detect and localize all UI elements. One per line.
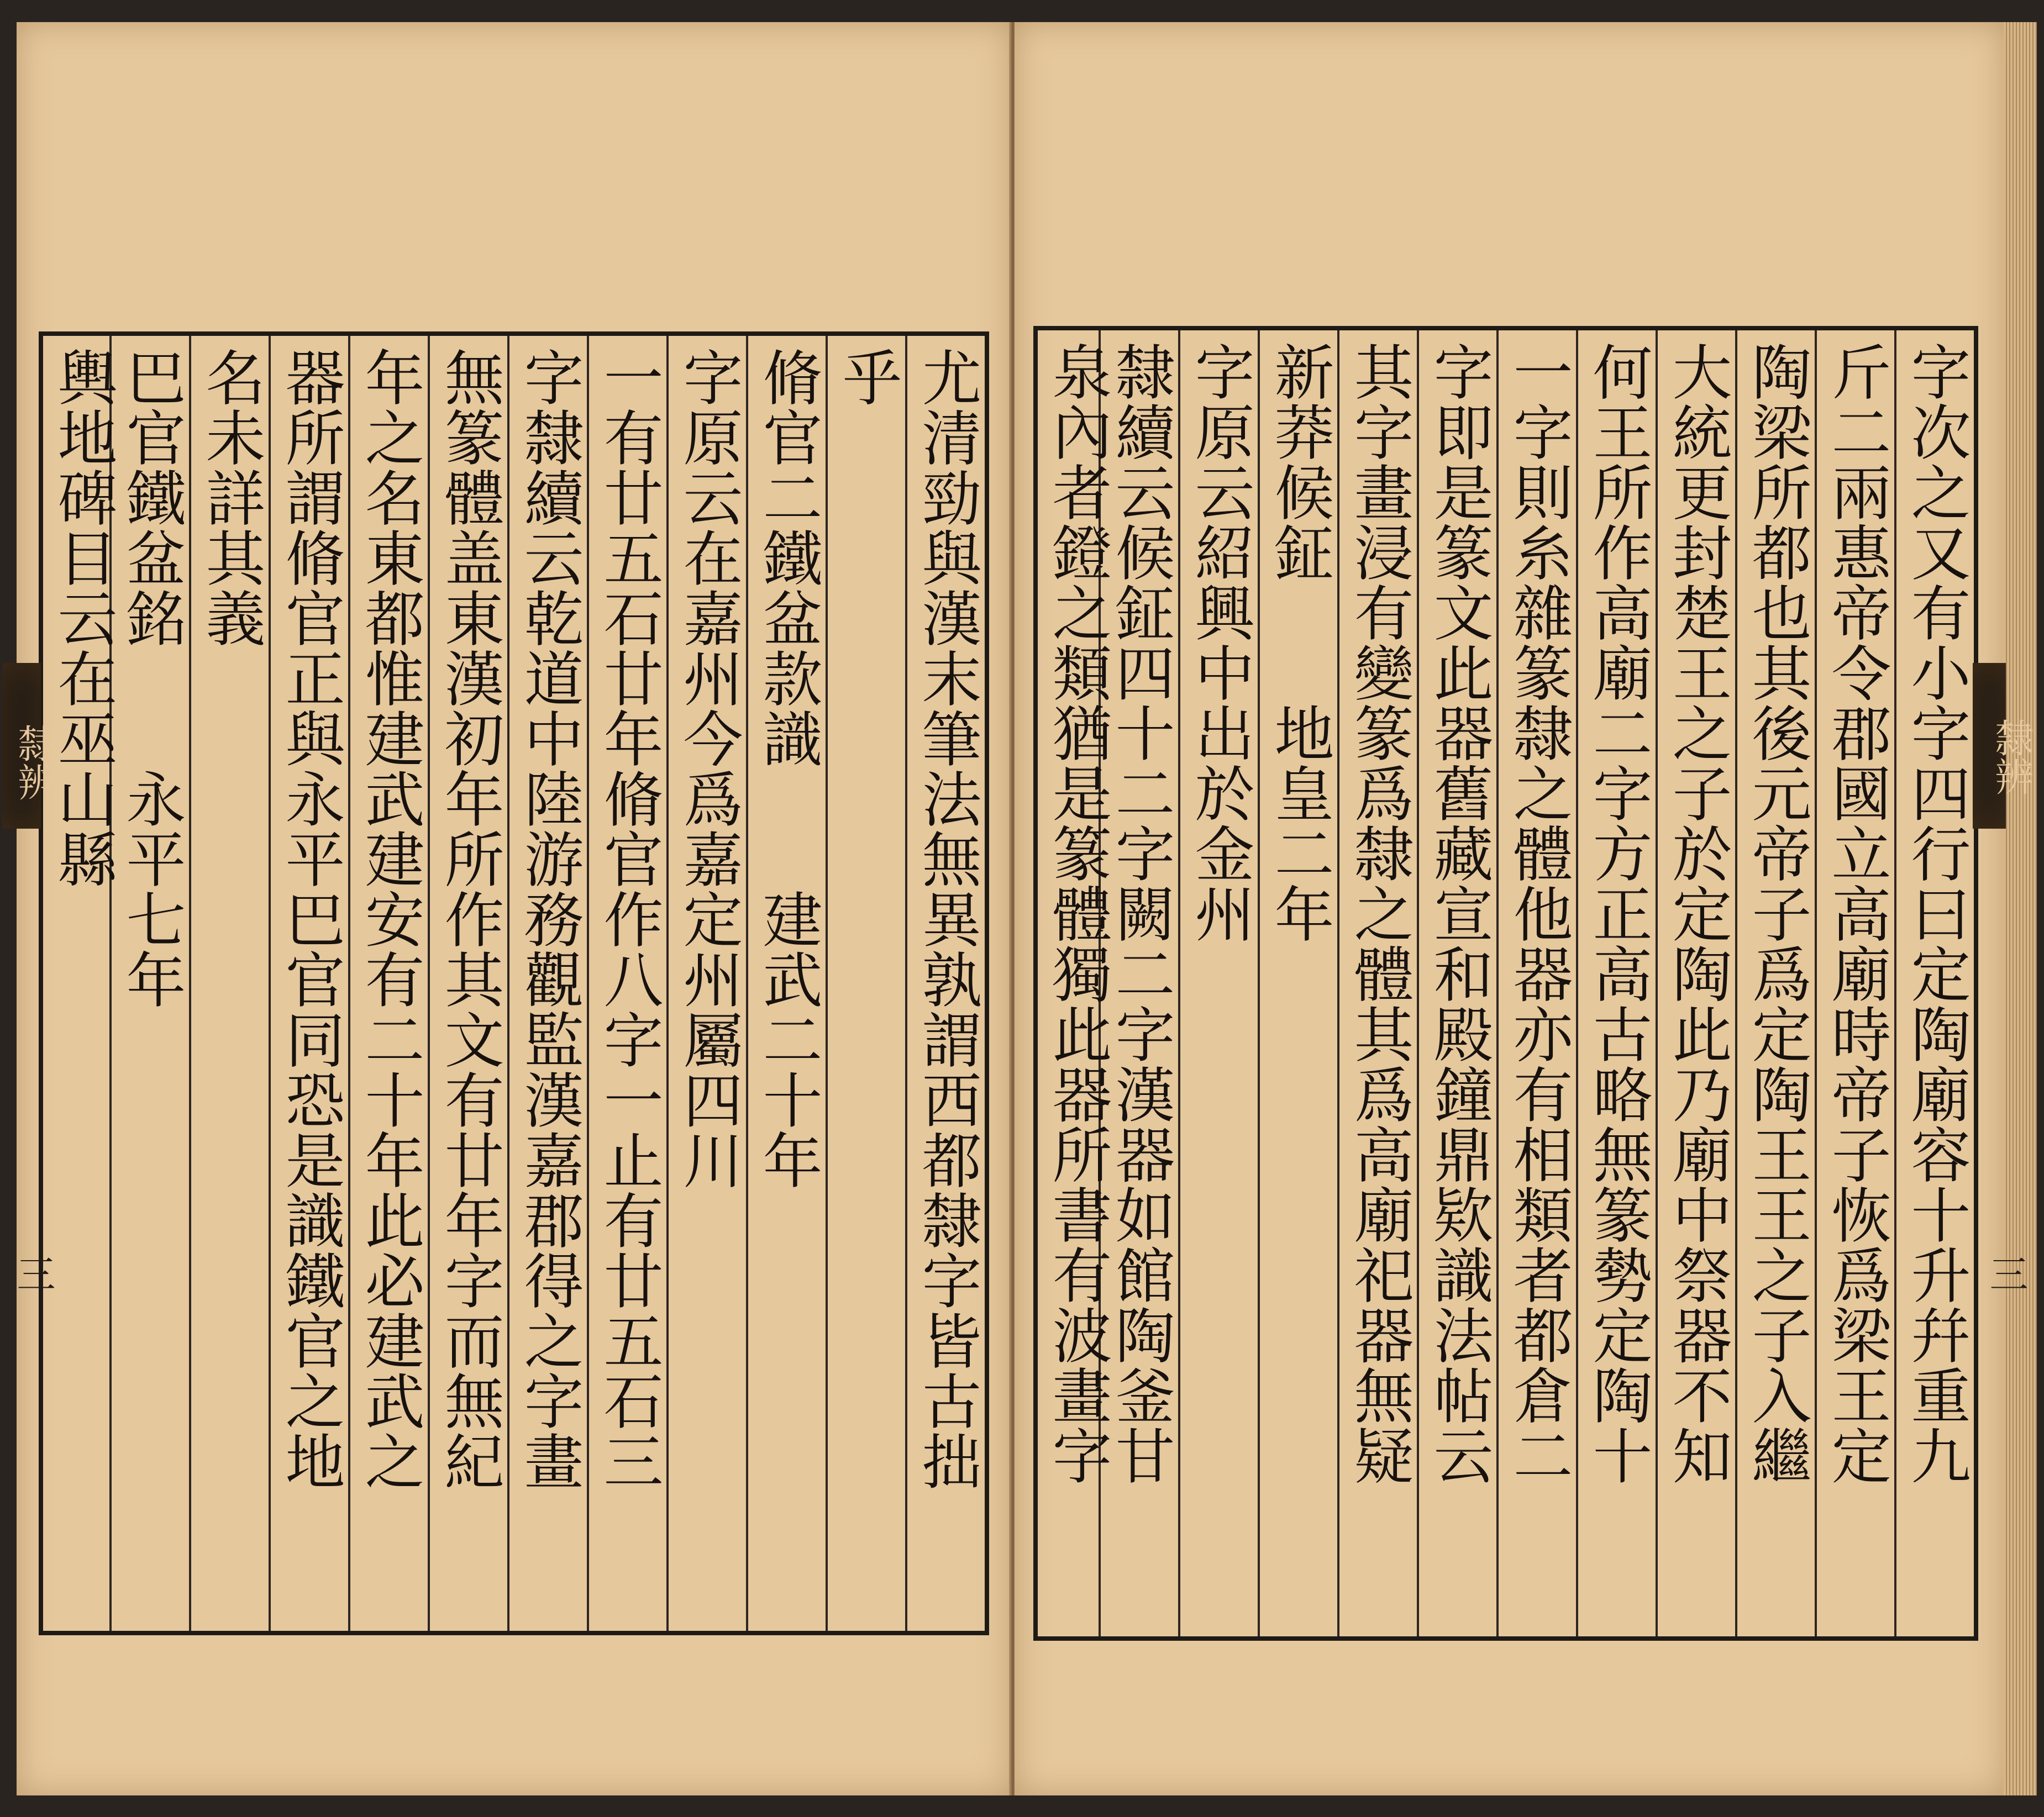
text-column: 斤二兩惠帝令郡國立高廟時帝子恢爲梁王定 <box>1821 341 1890 1486</box>
text-column: 器所謂脩官正與永平巴官同恐是識鐵官之地 <box>275 347 344 1491</box>
text-column: 輿地碑目云在巫山縣 <box>48 347 117 889</box>
text-column: 陶梁所都也其後元帝子爲定陶王王之子入繼 <box>1742 341 1811 1486</box>
text-column: 乎 <box>832 347 901 407</box>
text-column: 字次之又有小字四行曰定陶廟容十升幷重九 <box>1901 341 1970 1486</box>
text-column: 一有廿五石廿年脩官作八字一止有廿五石三 <box>593 347 663 1491</box>
margin-title-left: 隸辨 <box>12 724 57 801</box>
margin-title-right: 隸辨 <box>1989 718 2034 796</box>
left-text-frame <box>39 331 989 1635</box>
text-column: 脩官二鐵盆款識 建武二十年 <box>753 347 822 1190</box>
text-column: 其字畫浸有變篆爲隸之體其爲高廟祀器無疑 <box>1344 341 1413 1486</box>
right-text-frame <box>1033 326 1978 1641</box>
text-column: 巴官鐵盆銘 永平七年 <box>116 347 185 1009</box>
text-column: 大統更封楚王之子於定陶此乃廟中祭器不知 <box>1662 341 1731 1486</box>
text-column: 無篆體盖東漢初年所作其文有廿年字而無紀 <box>434 347 503 1491</box>
text-column: 名未詳其義 <box>196 347 265 648</box>
text-column: 字原云在嘉州今爲嘉定州屬四川 <box>673 347 742 1190</box>
text-column: 隸續云候鉦四十二字闕二字漢器如館陶釜甘 <box>1105 341 1174 1486</box>
folio-number-left: 三 <box>10 1254 56 1293</box>
text-column: 字原云紹興中出於金州 <box>1185 341 1254 944</box>
text-column: 年之名東都惟建武建安有二十年此必建武之 <box>355 347 424 1491</box>
text-column: 尤清勁與漢末筆法無異孰謂西都隸字皆古拙 <box>912 347 981 1491</box>
page-edges <box>2004 22 2037 1795</box>
text-column: 何王所作高廟二字方正高古略無篆勢定陶十 <box>1583 341 1652 1486</box>
text-column: 一字則糸雜篆隸之體他器亦有相類者都倉二 <box>1503 341 1572 1486</box>
text-column: 泉內者鐙之類猶是篆體獨此器所書有波畫字 <box>1042 341 1111 1486</box>
text-column: 字隸續云乾道中陸游務觀監漢嘉郡得之字畫 <box>514 347 583 1491</box>
text-column: 字即是篆文此器舊藏宣和殿鐘鼎欵識法帖云 <box>1423 341 1493 1486</box>
text-column: 新莽候鉦 地皇二年 <box>1264 341 1333 944</box>
folio-number-right: 三 <box>1983 1254 2029 1293</box>
